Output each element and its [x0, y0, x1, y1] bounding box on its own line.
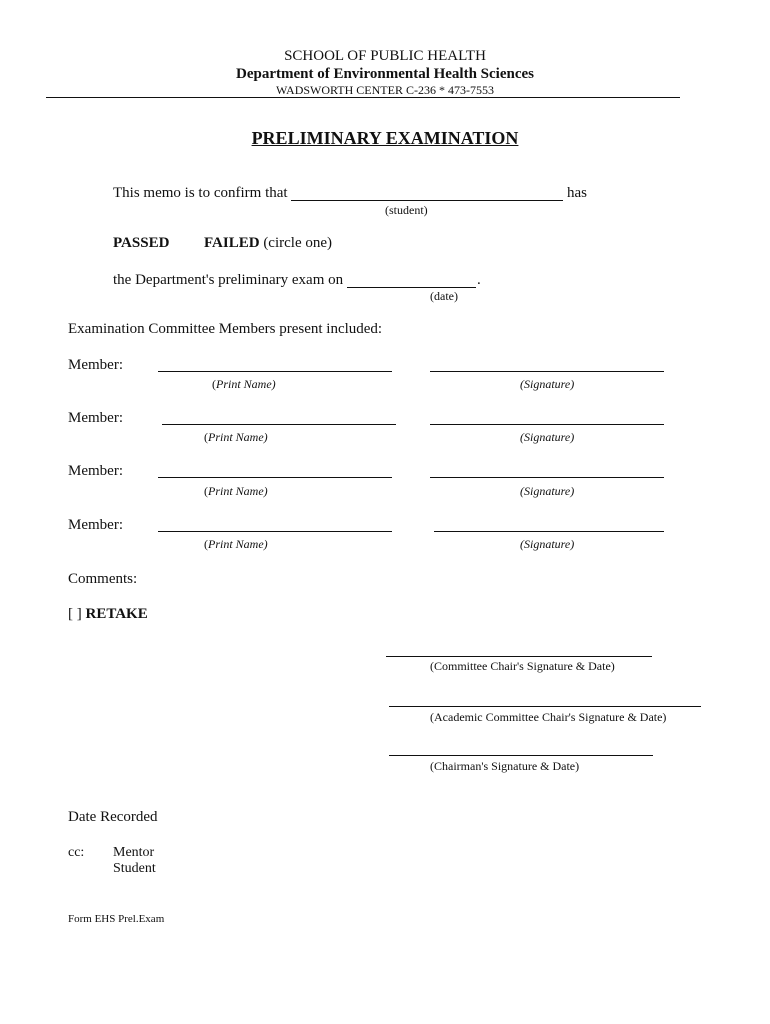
retake-row [68, 606, 148, 623]
comments-label: Comments: [68, 571, 138, 587]
committee-chair-label: (Committee Chair's Signature & Date) [430, 659, 615, 673]
signature-label: (Signature) [520, 537, 575, 551]
passed-option[interactable]: PASSED [113, 235, 170, 251]
date-recorded-label: Date Recorded [68, 809, 158, 825]
print-name-label: (Print Name) [204, 537, 268, 551]
circle-note: (circle one) [263, 235, 333, 251]
confirm-prefix: This memo is to confirm that [113, 185, 288, 201]
date-label: (date) [430, 289, 458, 303]
retake-checkbox[interactable]: [ ] [68, 606, 82, 622]
form-title: PRELIMINARY EXAMINATION [251, 128, 519, 148]
member-label: Member: [68, 517, 123, 533]
signature-label: (Signature) [520, 430, 575, 444]
member-label: Member: [68, 463, 123, 479]
header-divider [46, 97, 680, 98]
member-signature-line[interactable] [430, 424, 664, 425]
chairman-signature-line[interactable] [389, 755, 653, 756]
exam-date-line[interactable] [347, 287, 476, 288]
cc-recipient: Mentor [113, 845, 155, 860]
cc-label: cc: [68, 845, 85, 860]
academic-chair-label: (Academic Committee Chair's Signature & Date) [430, 710, 667, 724]
print-name-label: (Print Name) [212, 377, 276, 391]
department-name: Department of Environmental Health Sciences [235, 66, 535, 82]
failed-group [204, 235, 332, 252]
member-label: Member: [68, 410, 123, 426]
student-name-line[interactable] [291, 200, 563, 201]
chairman-label: (Chairman's Signature & Date) [430, 759, 580, 773]
signature-label: (Signature) [520, 484, 575, 498]
department-address: WADSWORTH CENTER C-236 * 473-7553 [276, 83, 494, 97]
member-signature-line[interactable] [434, 531, 664, 532]
signature-label: (Signature) [520, 377, 575, 391]
cc-recipient: Student [113, 861, 156, 876]
exam-period: . [477, 272, 481, 288]
school-name: SCHOOL OF PUBLIC HEALTH [284, 48, 486, 64]
confirm-suffix: has [567, 185, 587, 201]
form-id: Form EHS Prel.Exam [68, 913, 165, 925]
member-name-line[interactable] [158, 477, 392, 478]
member-label: Member: [68, 357, 123, 373]
print-name-label: (Print Name) [204, 484, 268, 498]
exam-text: the Department's preliminary exam on [113, 272, 344, 288]
student-label: (student) [385, 203, 428, 217]
print-name-label: (Print Name) [204, 430, 268, 444]
member-name-line[interactable] [158, 531, 392, 532]
committee-chair-signature-line[interactable] [386, 656, 652, 657]
committee-heading: Examination Committee Members present included: [68, 321, 383, 337]
failed-option[interactable]: FAILED [204, 235, 260, 251]
member-name-line[interactable] [162, 424, 396, 425]
member-name-line[interactable] [158, 371, 392, 372]
academic-chair-signature-line[interactable] [389, 706, 701, 707]
member-signature-line[interactable] [430, 477, 664, 478]
member-signature-line[interactable] [430, 371, 664, 372]
retake-label: RETAKE [85, 606, 148, 622]
